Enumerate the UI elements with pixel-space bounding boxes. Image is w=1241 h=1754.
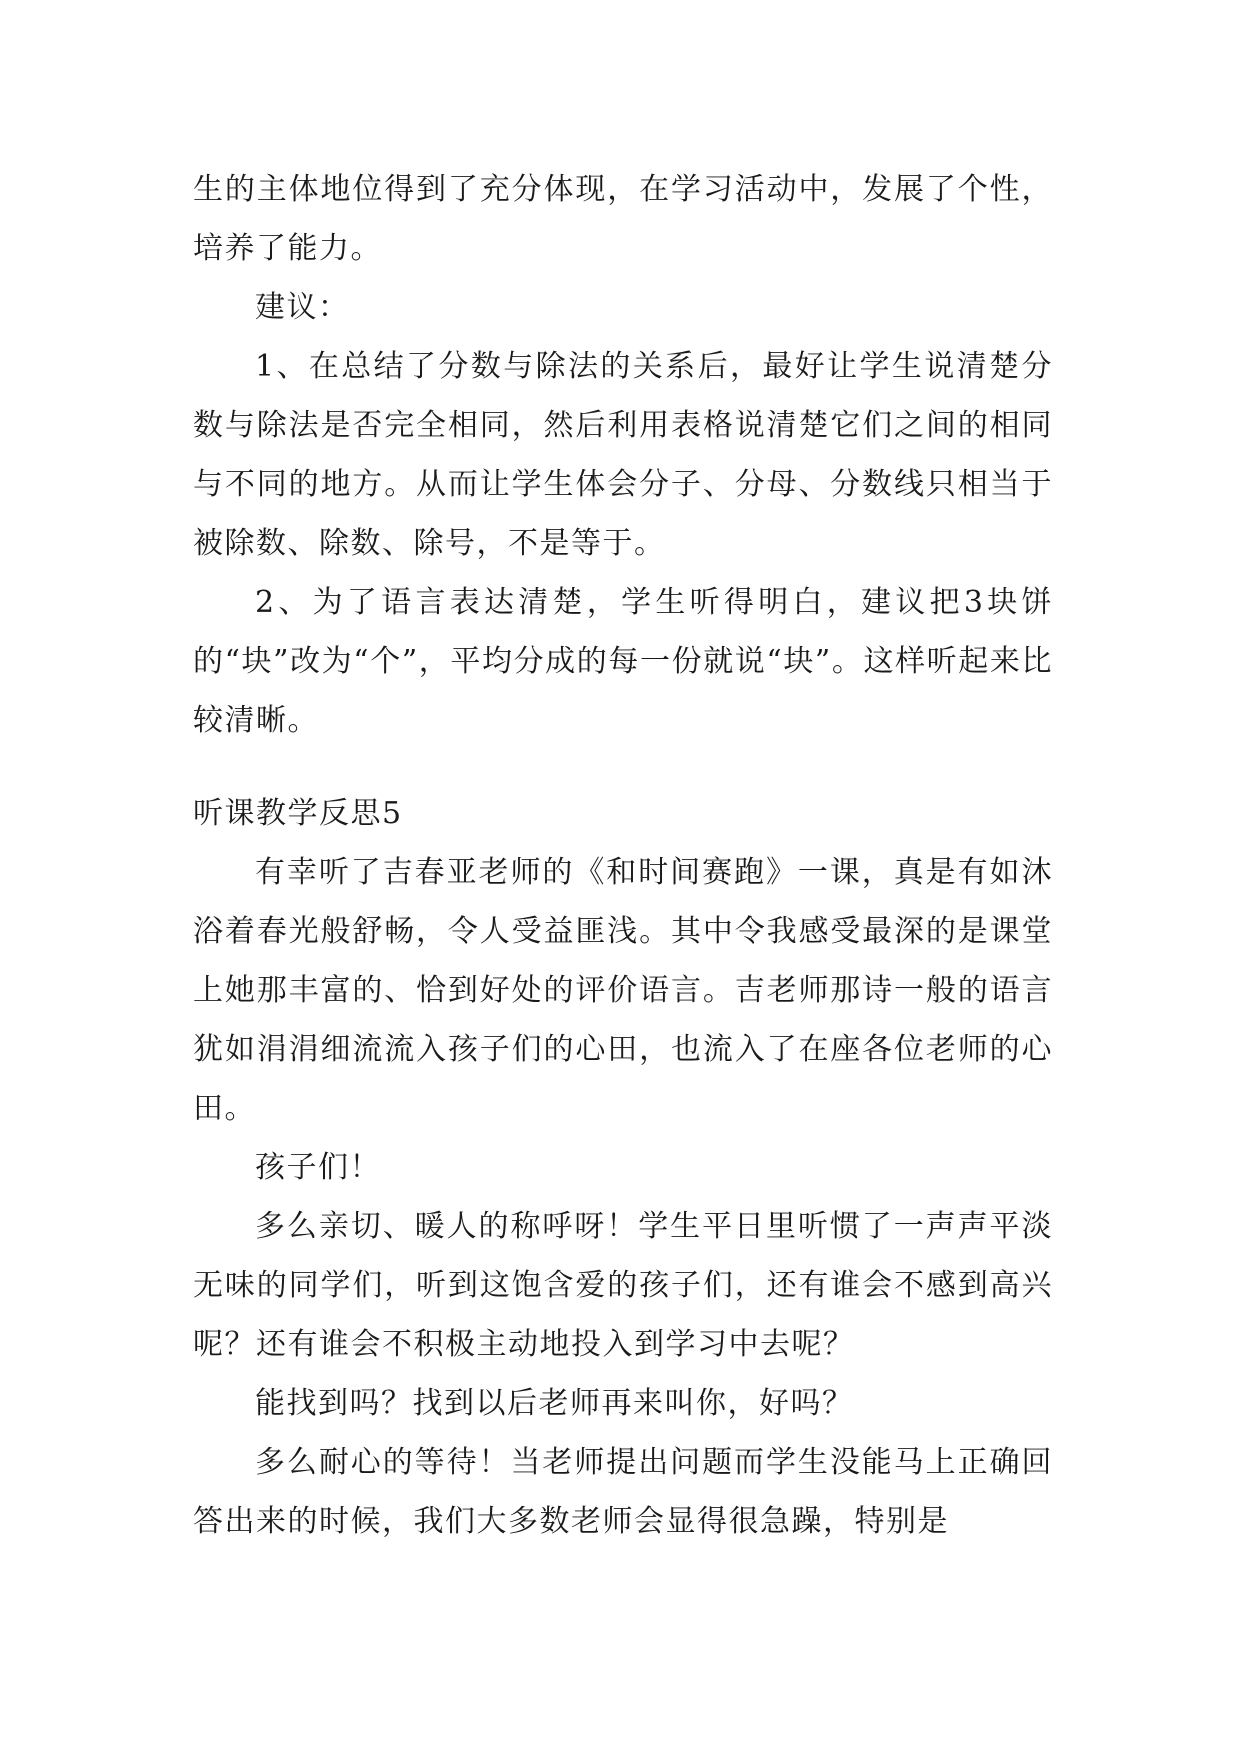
paragraph-intro: 有幸听了吉春亚老师的《和时间赛跑》一课，真是有如沐浴着春光般舒畅，令人受益匪浅。其中令我感受最深的是课堂上她那丰富的、恰到好处的评价语言。吉老师那诗一般的语言犹如涓涓细流流入孩子们的心田，也流入了在座各位老师的心田。	[193, 855, 1053, 1126]
document-body	[193, 160, 1053, 1551]
paragraph-suggestion-label: 建议：	[255, 290, 350, 325]
paragraph-comment-1: 多么亲切、暖人的称呼呀！学生平日里听惯了一声声平淡无味的同学们，听到这饱含爱的孩子们，还有谁会不感到高兴呢？还有谁会不积极主动地投入到学习中去呢？	[193, 1209, 1053, 1362]
paragraph-quote-1: 孩子们！	[255, 1150, 381, 1185]
paragraph-suggestion-1: 1、在总结了分数与除法的关系后，最好让学生说清楚分数与除法是否完全相同，然后利用表格说清楚它们之间的相同与不同的地方。从而让学生体会分子、分母、分数线只相当于被除数、除数、除号，不是等于。	[193, 349, 1053, 561]
section-heading: 听课教学反思5	[193, 796, 403, 831]
paragraph-suggestion-2: 2、为了语言表达清楚，学生听得明白，建议把3块饼的“块”改为“个”，平均分成的每一份就说“块”。这样听起来比较清晰。	[193, 585, 1053, 738]
paragraph-continuation: 生的主体地位得到了充分体现，在学习活动中，发展了个性，培养了能力。	[193, 172, 1053, 266]
paragraph-comment-2: 多么耐心的等待！当老师提出问题而学生没能马上正确回答出来的时候，我们大多数老师会显得很急躁，特别是	[193, 1445, 1053, 1539]
paragraph-quote-2: 能找到吗？找到以后老师再来叫你，好吗？	[255, 1386, 854, 1421]
